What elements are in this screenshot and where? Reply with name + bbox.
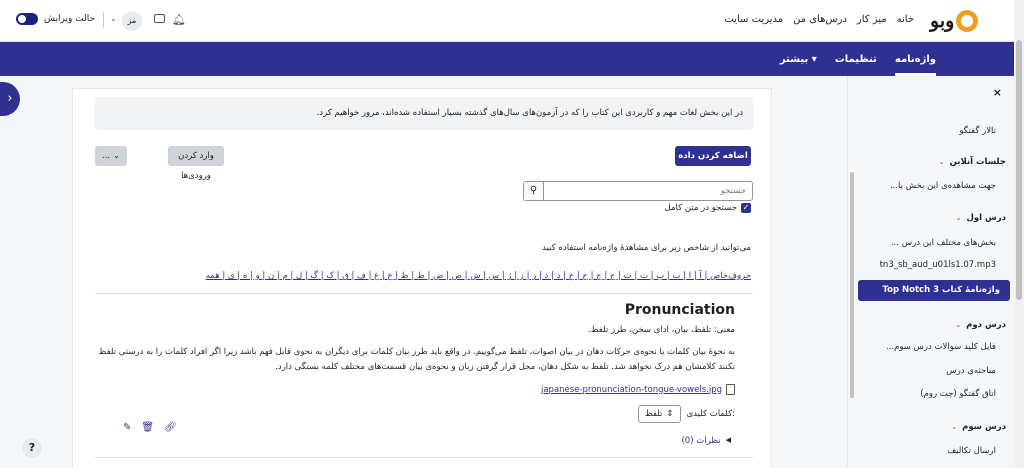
course-index-drawer bbox=[847, 76, 1014, 468]
delete-icon[interactable]: 🗑︎ bbox=[141, 422, 155, 433]
chevron-down-icon: ⌄ bbox=[955, 321, 962, 329]
messages-icon[interactable] bbox=[154, 14, 165, 23]
file-icon bbox=[726, 384, 735, 395]
site-logo[interactable] bbox=[930, 8, 968, 34]
top-navbar bbox=[0, 0, 1014, 42]
entry-attachment bbox=[541, 384, 735, 395]
chevron-down-icon: ⌄ bbox=[951, 423, 958, 431]
section-label: جلسات آنلاین bbox=[949, 157, 1006, 167]
chevron-right-icon: › bbox=[7, 91, 13, 106]
course-section[interactable] bbox=[956, 213, 1006, 223]
course-item[interactable]: ارسال تکالیف bbox=[947, 446, 996, 456]
browse-instructions: می‌توانید از شاخص زیر برای مشاهدهٔ واژه‌نامه استفاده کنید bbox=[542, 243, 751, 253]
course-section[interactable] bbox=[939, 157, 1006, 167]
search-input[interactable] bbox=[546, 184, 746, 198]
primary-nav bbox=[724, 14, 914, 25]
course-item[interactable]: فایل کلید سوالات درس سوم... bbox=[885, 342, 996, 352]
entry-title: Pronunciation bbox=[624, 302, 735, 318]
divider bbox=[95, 457, 753, 458]
comments-link[interactable]: نظرات (0) bbox=[681, 436, 721, 446]
nav-home[interactable]: خانه bbox=[896, 14, 914, 25]
tab-settings[interactable]: تنظیمات bbox=[834, 53, 877, 65]
add-entry-button[interactable]: اضافه کردن داده bbox=[675, 146, 751, 166]
divider bbox=[103, 12, 104, 28]
caret-left-icon: ◀ bbox=[725, 436, 731, 444]
entry-meaning: معنی: تلفظ، بیان، ادای سخن، طرز تلفظ. bbox=[588, 325, 735, 335]
main-content bbox=[72, 88, 772, 468]
logo-text: وبو bbox=[930, 10, 955, 32]
course-section[interactable] bbox=[951, 422, 1006, 432]
close-icon[interactable]: × bbox=[992, 86, 1002, 99]
notifications-icon[interactable]: 🔔︎ bbox=[172, 13, 186, 26]
nav-my-courses[interactable]: درس‌های من bbox=[793, 14, 847, 25]
link-icon[interactable]: 🔗︎ bbox=[164, 422, 177, 433]
course-item[interactable]: بخش‌های مختلف این درس ... bbox=[890, 238, 996, 248]
search-icon[interactable]: ⚲ bbox=[524, 182, 544, 200]
help-button[interactable]: ? bbox=[22, 438, 42, 458]
secondary-nav bbox=[780, 42, 936, 76]
drawer-scrollbar[interactable] bbox=[850, 172, 854, 398]
edit-mode-label: حالت ویرایش bbox=[44, 14, 96, 24]
section-label: درس دوم bbox=[966, 320, 1006, 330]
section-label: درس سوم bbox=[962, 422, 1006, 432]
fulltext-label: جستجو در متن کامل bbox=[664, 203, 737, 213]
toggle-switch[interactable] bbox=[16, 13, 38, 25]
import-entries-button[interactable]: وارد کردن ورودی‌ها bbox=[168, 146, 224, 166]
course-item[interactable]: جهت مشاهده‌ی این بخش با... bbox=[889, 181, 996, 191]
nav-dashboard[interactable]: میز کار bbox=[856, 14, 887, 25]
entry-keywords bbox=[638, 405, 735, 423]
user-avatar[interactable]: مز bbox=[122, 11, 142, 31]
open-left-drawer-button[interactable] bbox=[0, 82, 20, 116]
edit-mode-toggle[interactable] bbox=[16, 13, 95, 25]
page-scrollbar[interactable] bbox=[1014, 0, 1024, 468]
search-box bbox=[523, 181, 753, 201]
course-section[interactable] bbox=[955, 320, 1006, 330]
keywords-label: کلمات کلیدی: bbox=[686, 409, 735, 419]
section-label: درس اول bbox=[966, 213, 1006, 223]
logo-mark bbox=[956, 10, 978, 32]
course-item[interactable]: مباحثه‌ی درس bbox=[946, 366, 996, 376]
course-item[interactable]: tn3_sb_aud_u01ls1.07.mp3 bbox=[879, 260, 996, 270]
tab-more[interactable]: بیشتر ▾ bbox=[779, 53, 817, 65]
secondary-navbar bbox=[0, 42, 1014, 76]
tab-glossary[interactable]: واژه‌نامه bbox=[895, 54, 936, 76]
chevron-down-icon: ⌄ bbox=[955, 214, 962, 222]
alphabet-index[interactable]: حروف‌خاص | آ | ا | ب | پ | ت | ث | ج | چ | ح | خ | د | ذ | ر | ز | ژ | س | ش | ص | ض | ط | ظ | ع | غ | ف | ق | ک | گ | ل | م | ن | و | ه | ی | همه bbox=[205, 271, 751, 281]
nav-site-admin[interactable]: مدیریت سایت bbox=[724, 14, 784, 25]
course-item[interactable]: تالار گفتگو bbox=[959, 126, 996, 136]
keyword-select[interactable] bbox=[638, 405, 681, 423]
scrollbar-thumb[interactable] bbox=[1016, 40, 1022, 300]
divider bbox=[95, 293, 753, 294]
sort-icon: ⇕ bbox=[666, 409, 674, 419]
more-actions-label: ... bbox=[102, 151, 111, 161]
keyword-value: تلفظ bbox=[644, 409, 663, 419]
course-item[interactable]: اتاق گفتگو (چت روم) bbox=[920, 389, 996, 399]
entry-definition: به نحوهٔ بیان کلمات یا نحوه‌ی حرکات دهان در بیان اصوات، تلفظ می‌گوییم. در واقع باید طرز بیان کلمات برای دیگران به نحوی قابل فهم باشد زیرا اگر افراد کلمات را به درستی تلفظ نکنند کلامشان هم درک نخواهد شد. تلفظ به شکل دهان، محل قرار گرفتن زبان و نحوه‌ی بیان قسمت‌های مختلف کلمه بستگی دارد. bbox=[98, 347, 735, 372]
more-actions-button[interactable]: ... ⌄ bbox=[95, 146, 127, 166]
attachment-link[interactable]: japanese-pronunciation-tongue-vowels.jpg bbox=[540, 384, 722, 395]
edit-icon[interactable]: ✎ bbox=[123, 422, 132, 433]
fulltext-checkbox[interactable]: ✓ bbox=[742, 203, 750, 212]
course-item-active[interactable]: واژه‌نامهٔ کتاب Top Notch 3 bbox=[858, 280, 1010, 301]
chevron-down-icon[interactable]: ⌄ bbox=[110, 14, 117, 23]
fulltext-option[interactable] bbox=[665, 203, 752, 213]
comments-toggle[interactable] bbox=[681, 436, 731, 446]
entry-actions bbox=[123, 422, 177, 433]
intro-box: در این بخش لغات مهم و کاربردی این کتاب را که در آزمون‌های سال‌های گذشته بسیار استفاده شده‌اند، مرور خواهیم کرد. bbox=[95, 97, 753, 130]
chevron-down-icon: ⌄ bbox=[938, 158, 945, 166]
